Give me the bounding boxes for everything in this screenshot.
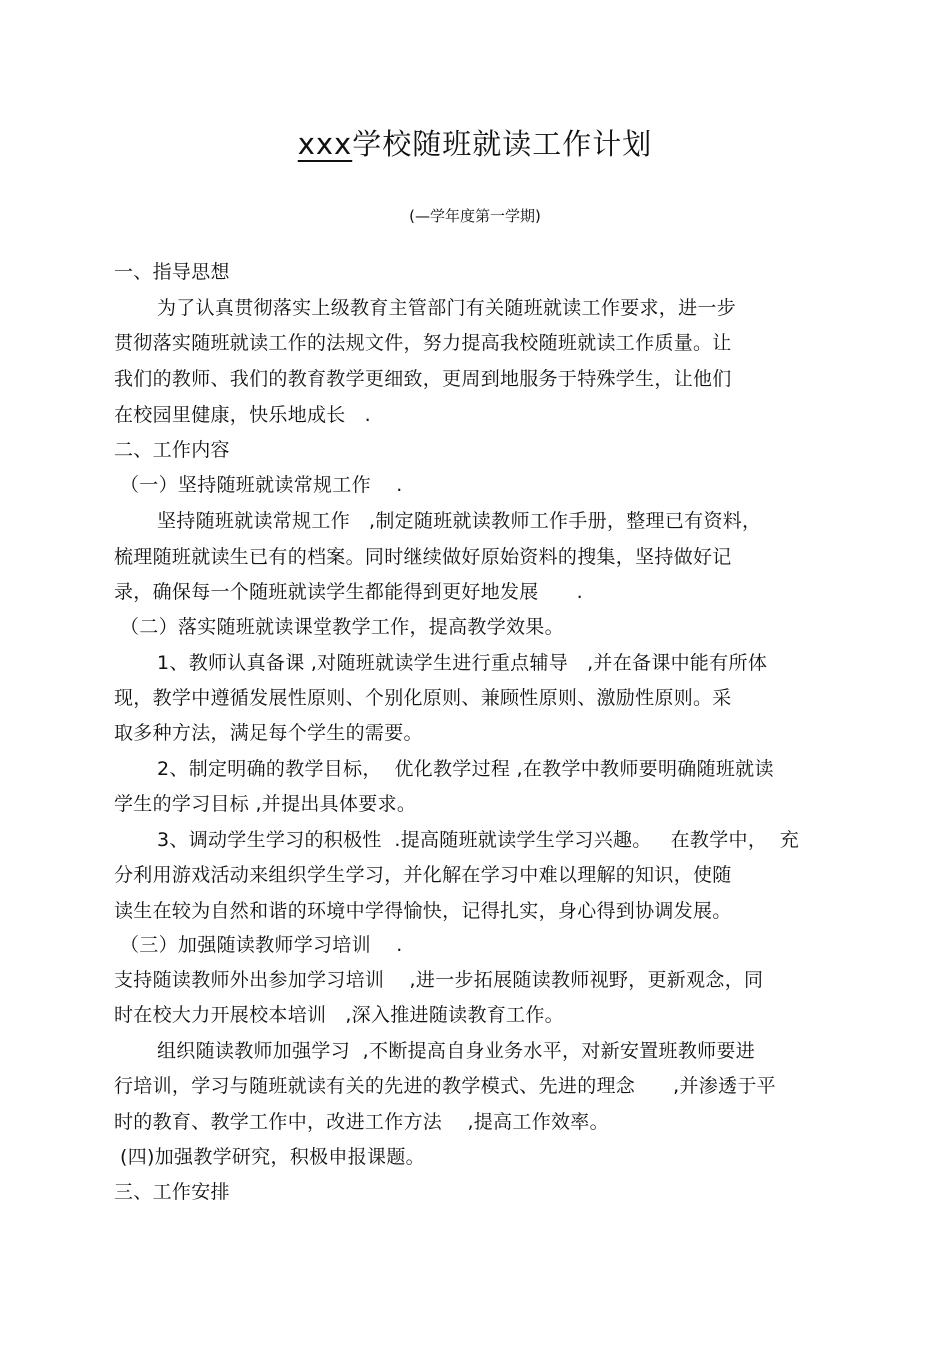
section-heading-work-content: 二、工作内容 xyxy=(114,439,230,461)
subsection-heading-1: （一）坚持随班就读常规工作 . xyxy=(120,474,403,496)
section-heading-guiding-ideology: 一、指导思想 xyxy=(114,261,230,283)
paragraph-line: 时在校大力开展校本培训 ,深入推进随读教育工作。 xyxy=(114,1004,564,1026)
section-heading-work-arrangement: 三、工作安排 xyxy=(114,1181,230,1203)
title-school-placeholder: xxx xyxy=(297,127,353,161)
paragraph-line: 读生在较为自然和谐的环境中学得愉快，记得扎实，身心得到协调发展。 xyxy=(114,900,732,922)
document-title xyxy=(0,122,950,163)
paragraph-line: 支持随读教师外出参加学习培训 ,进一步拓展随读教师视野，更新观念，同 xyxy=(114,969,764,991)
paragraph-line: 为了认真贯彻落实上级教育主管部门有关随班就读工作要求，进一步 xyxy=(157,297,737,319)
paragraph-line: 3、调动学生学习的积极性 .提高随班就读学生学习兴趣。 在教学中， 充 xyxy=(157,829,800,851)
subsection-heading-2: （二）落实随班就读课堂教学工作，提高教学效果。 xyxy=(120,616,564,638)
paragraph-line: 取多种方法，满足每个学生的需要。 xyxy=(114,722,423,744)
paragraph-line: 我们的教师、我们的教育教学更细致，更周到地服务于特殊学生，让他们 xyxy=(114,368,732,390)
paragraph-line: 在校园里健康，快乐地成长 . xyxy=(114,404,371,426)
paragraph-line: 行培训，学习与随班就读有关的先进的教学模式、先进的理念 ,并渗透于平 xyxy=(114,1075,776,1097)
paragraph-line: 学生的学习目标 ,并提出具体要求。 xyxy=(114,793,417,815)
paragraph-line: 组织随读教师加强学习 ,不断提高自身业务水平，对新安置班教师要进 xyxy=(157,1040,756,1062)
paragraph-line: 2、制定明确的教学目标， 优化教学过程 ,在教学中教师要明确随班就读 xyxy=(157,758,774,780)
title-main: 学校随班就读工作计划 xyxy=(352,127,653,161)
paragraph-line: 分利用游戏活动来组织学生学习，并化解在学习中难以理解的知识，使随 xyxy=(114,864,732,886)
paragraph-line: 1、教师认真备课 ,对随班就读学生进行重点辅导 ,并在备课中能有所体 xyxy=(157,652,768,674)
paragraph-line: 现，教学中遵循发展性原则、个别化原则、兼顾性原则、激励性原则。采 xyxy=(114,687,732,709)
paragraph-line: 录，确保每一个随班就读学生都能得到更好地发展 . xyxy=(114,581,583,603)
paragraph-line: 坚持随班就读常规工作 ,制定随班就读教师工作手册，整理已有资料， xyxy=(157,510,762,532)
document-subtitle: (—学年度第一学期) xyxy=(409,207,541,225)
paragraph-line: 贯彻落实随班就读工作的法规文件，努力提高我校随班就读工作质量。让 xyxy=(114,332,732,354)
subsection-heading-4: (四)加强教学研究，积极申报课题。 xyxy=(120,1146,425,1168)
subsection-heading-3: （三）加强随读教师学习培训 . xyxy=(120,934,403,956)
paragraph-line: 梳理随班就读生已有的档案。同时继续做好原始资料的搜集，坚持做好记 xyxy=(114,546,732,568)
paragraph-line: 时的教育、教学工作中，改进工作方法 ,提高工作效率。 xyxy=(114,1111,609,1133)
